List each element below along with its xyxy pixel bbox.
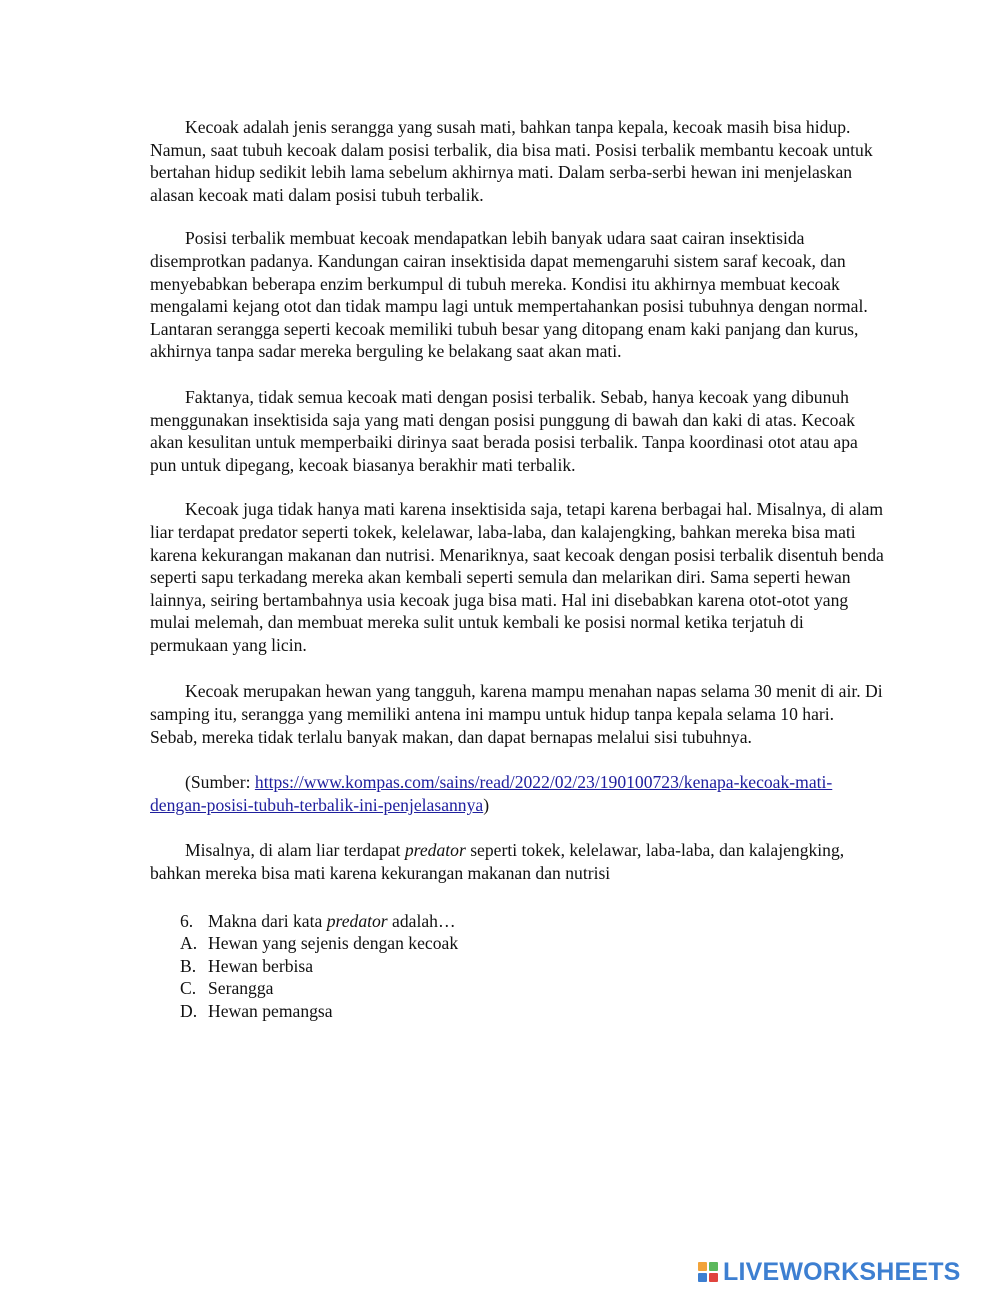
- option-a-text: Hewan yang sejenis dengan kecoak: [208, 933, 459, 954]
- liveworksheets-logo-icon: [698, 1262, 718, 1282]
- logo-square-2: [709, 1262, 718, 1271]
- quote-after: seperti tokek, kelelawar, laba-laba, dan kalajengking, bahkan mereka bisa mati karena kekurangan makanan dan nutrisi: [150, 840, 845, 884]
- question-number: 6.: [180, 910, 194, 931]
- source-suffix: ): [483, 794, 490, 815]
- option-d[interactable]: [180, 1000, 885, 1023]
- logo-square-3: [698, 1273, 707, 1282]
- liveworksheets-logo: [698, 1257, 961, 1287]
- source-citation: [150, 771, 885, 816]
- quote-italic-word: predator: [404, 840, 466, 861]
- option-b[interactable]: [180, 955, 885, 978]
- question-text-before: Makna dari kata: [208, 910, 327, 931]
- question-text-italic: predator: [326, 910, 388, 931]
- paragraph-1: Kecoak adalah jenis serangga yang susah mati, bahkan tanpa kepala, kecoak masih bisa hidup. Namun, saat tubuh kecoak dalam posisi terbalik, dia bisa mati. Posisi terbalik membantu kecoak untuk bertahan hidup sedikit lebih lama sebelum akhirnya mati. Dalam serba-serbi hewan ini menjelaskan alasan kecoak mati dalam posisi tubuh terbalik.: [150, 117, 873, 205]
- source-link[interactable]: https://www.kompas.com/sains/read/2022/02/23/190100723/kenapa-kecoak-mati-dengan-posisi-tubuh-terbalik-ini-penjelasannya: [150, 772, 833, 815]
- option-b-text: Hewan berbisa: [208, 955, 314, 976]
- option-d-text: Hewan pemangsa: [208, 1001, 333, 1021]
- option-c-letter: C.: [180, 978, 197, 999]
- quoted-excerpt: [150, 839, 885, 884]
- paragraph-2: Posisi terbalik membuat kecoak mendapatkan lebih banyak udara saat cairan insektisida disemprotkan padanya. Kandungan cairan insektisida dapat memengaruhi sistem saraf kecoak, dan menyebabkan beberapa enzim berkumpul di tubuh mereka. Kondisi itu akhirnya membuat kecoak mengalami kejang otot dan tidak mampu lagi untuk mempertahankan posisi tubuhnya dengan normal. Lantaran serangga seperti kecoak memiliki tubuh besar yang ditopang enam kaki panjang dan kurus, akhirnya tanpa sadar mereka berguling ke belakang saat akan mati.: [150, 228, 868, 362]
- question-text-after: adalah…: [387, 910, 456, 931]
- option-c-text: Serangga: [208, 978, 274, 999]
- paragraph-4: Kecoak juga tidak hanya mati karena insektisida saja, tetapi karena berbagai hal. Misalnya, di alam liar terdapat predator seperti tokek, kelelawar, laba-laba, dan kalajengking, bahkan mereka bisa mati karena kekurangan makanan dan nutrisi. Menariknya, saat kecoak dengan posisi terbalik disentuh benda seperti sapu terkadang mereka akan kembali seperti semula dan melarikan diri. Sama seperti hewan lainnya, seiring bertambahnya usia kecoak juga bisa mati. Hal ini disebabkan karena otot-otot yang mulai melemah, dan membuat mereka sulit untuk kembali ke posisi normal ketika terjatuh di permukaan yang licin.: [150, 499, 884, 655]
- question-stem: [180, 910, 885, 933]
- paragraph-3: Faktanya, tidak semua kecoak mati dengan posisi terbalik. Sebab, hanya kecoak yang dibunuh menggunakan insektisida saja yang mati dengan posisi punggung di bawah dan kaki di atas. Kecoak akan kesulitan untuk memperbaiki dirinya saat berada posisi terbalik. Tanpa koordinasi otot atau apa pun untuk dipegang, kecoak biasanya berakhir mati terbalik.: [150, 386, 858, 475]
- worksheet-page: [150, 116, 885, 1023]
- option-a-letter: A.: [180, 933, 198, 954]
- liveworksheets-logo-text: LIVEWORKSHEETS: [723, 1257, 961, 1286]
- paragraph-5: Kecoak merupakan hewan yang tangguh, karena mampu menahan napas selama 30 menit di air. Di samping itu, serangga yang memiliki antena ini mampu untuk hidup tanpa kepala selama 10 hari. Sebab, mereka tidak terlalu banyak makan, dan dapat bernapas melalui sisi tubuhnya.: [150, 681, 883, 747]
- option-d-letter: D.: [180, 1001, 198, 1021]
- question-6: [180, 910, 885, 1023]
- question-text: [208, 910, 456, 933]
- quote-before: Misalnya, di alam liar terdapat: [185, 840, 405, 861]
- logo-square-1: [698, 1262, 707, 1271]
- source-prefix: (Sumber:: [185, 772, 255, 793]
- option-a[interactable]: [180, 932, 885, 955]
- option-b-letter: B.: [180, 955, 197, 976]
- logo-square-4: [709, 1273, 718, 1282]
- option-c[interactable]: [180, 977, 885, 1000]
